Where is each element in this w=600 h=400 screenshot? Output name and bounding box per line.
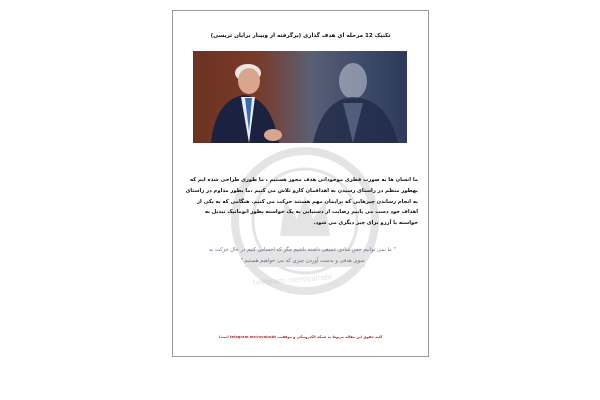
body-line: ما انسان ها به صورت فطری موجوداتی هدف محور هستیم ، ما طوری طراحی شده ایم که: [189, 177, 418, 183]
quote-line: " ما نمی توانیم حس شادی عمیقی داشته باشیم مگر که احساس کنیم در حال حرکت به: [209, 247, 396, 253]
body-line: به انجام رساندن چیزهایی که برایمان مهم هستند حرکت می کنیم. هنگامی که به یکی از: [197, 198, 418, 205]
body-paragraph: [183, 175, 418, 229]
copyright-footer: کلیه حقوق این مقاله مربوط به شبکه الکترونیکی و موفقیت telegram.me/royalrobt است!: [218, 335, 383, 339]
document-title: تکنیک 12 مرحله ای هدف گذاری (برگرفته از وبینار برایان تریسی): [210, 33, 391, 39]
quote-block: [191, 245, 414, 266]
speaker-photo-illustration: [193, 51, 407, 143]
watermark-text: telegram.me/royalrobt: [252, 273, 333, 287]
speaker-photo: [193, 51, 407, 143]
body-line: خواسته یا آرزو برای چیز دیگری می شود.: [313, 220, 418, 227]
document-page: [172, 10, 429, 357]
quote-line: سوی هدفی و بدست آوردن چیزی که می خواهیم هستیم.": [240, 257, 365, 264]
body-line: اهداف خود دست می یابیم رضایت از دستیابی به یک خواسته بطور اتوماتیک تبدیل به: [204, 209, 418, 216]
body-line: بهطور منظم در راستای رسیدن به اهدافمان کارو تلاش می کنیم ،ما بطور مداوم در راستای: [185, 187, 418, 194]
